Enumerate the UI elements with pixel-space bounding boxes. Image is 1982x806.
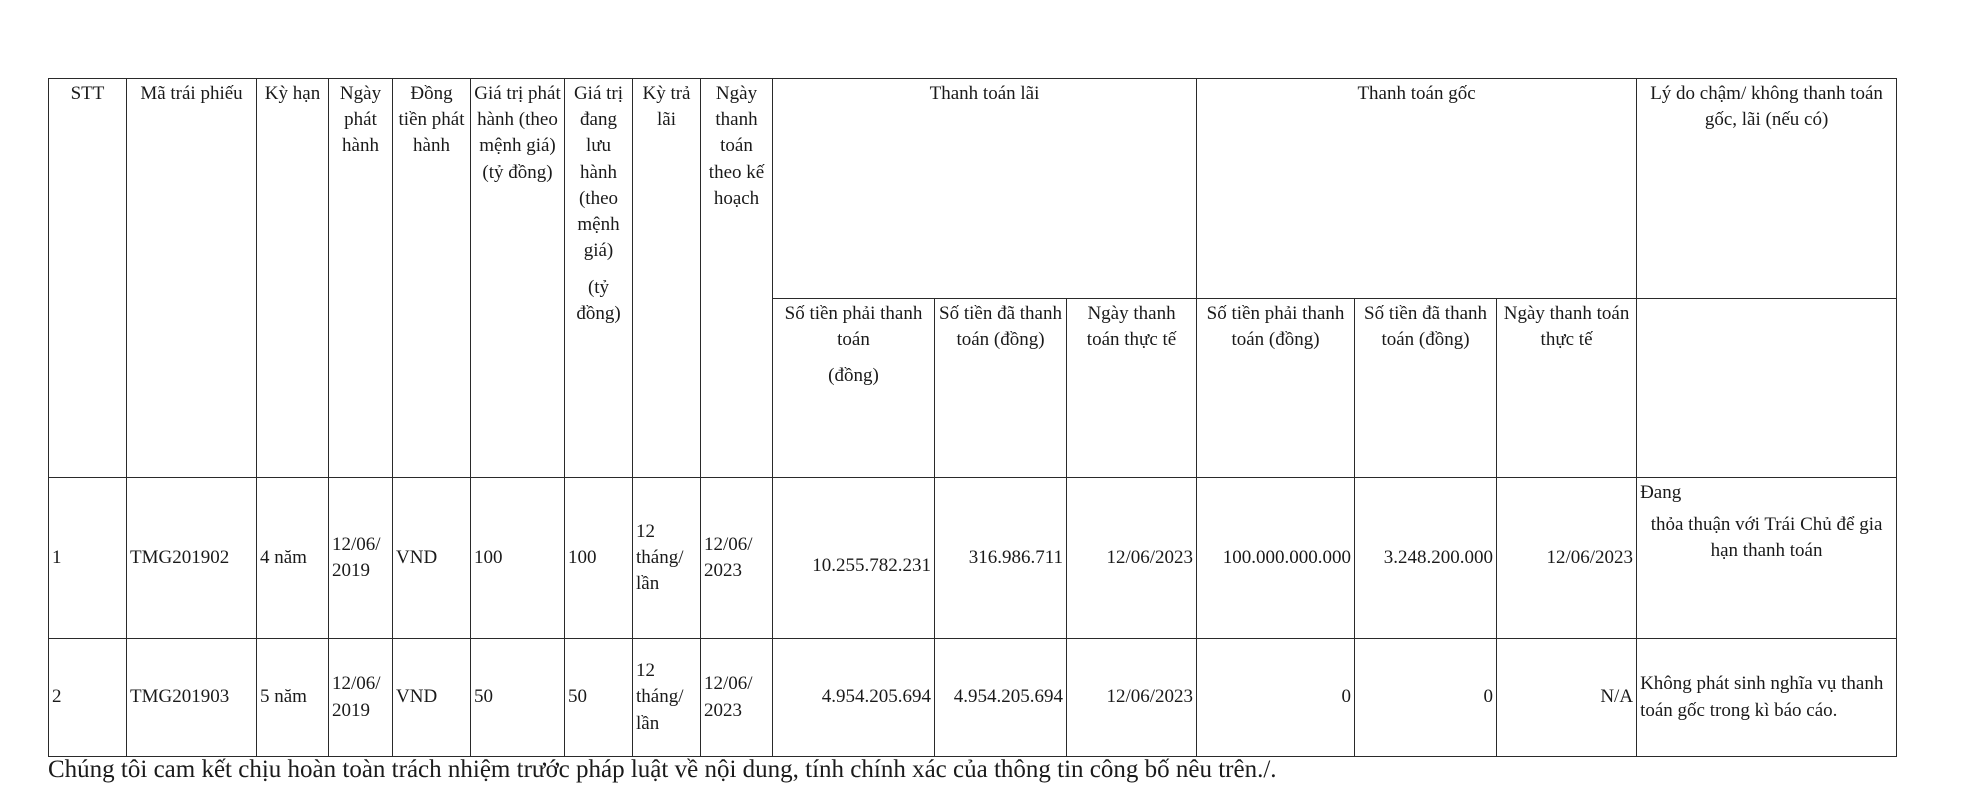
header-goc-ngay-thuc-te: Ngày thanh toán thực tế [1497, 299, 1637, 478]
cell-goc-phai: 100.000.000.000 [1197, 478, 1355, 639]
header-goc-so-tien-phai: Số tiền phải thanh toán (đồng) [1197, 299, 1355, 478]
header-thanh-toan-lai: Thanh toán lãi [773, 79, 1197, 299]
commitment-statement: Chúng tôi cam kết chịu hoàn toàn trách nhiệm trước pháp luật về nội dung, tính chính xác của thông tin công bố nêu trên./. [48, 756, 1277, 783]
cell-ngay-ke-hoach: 12/06/ 2023 [701, 478, 773, 639]
cell-ly-do-line-1: Đang [1640, 482, 1682, 503]
cell-ky-tra-lai: 12 tháng/ lần [633, 639, 701, 757]
header-row-1 [49, 79, 1897, 299]
cell-ly-do: Không phát sinh nghĩa vụ thanh toán gốc trong kì báo cáo. [1637, 639, 1897, 757]
cell-stt: 1 [49, 478, 127, 639]
cell-ky-han: 4 năm [257, 478, 329, 639]
header-gia-tri-luu-hanh-unit: (tỷ đồng) [576, 276, 621, 324]
cell-lai-da: 316.986.711 [935, 478, 1067, 639]
header-ngay-ke-hoach: Ngày thanh toán theo kế hoạch [701, 79, 773, 478]
cell-goc-ngay: N/A [1497, 639, 1637, 757]
cell-goc-da: 0 [1355, 639, 1497, 757]
header-stt: STT [49, 79, 127, 478]
cell-goc-da: 3.248.200.000 [1355, 478, 1497, 639]
header-ngay-phat-hanh: Ngày phát hành [329, 79, 393, 478]
cell-gia-tri-phat-hanh: 100 [471, 478, 565, 639]
cell-dong-tien: VND [393, 639, 471, 757]
header-ly-do-empty [1637, 299, 1897, 478]
cell-lai-phai: 10.255.782.231 [773, 478, 935, 639]
table-row [49, 478, 1897, 639]
header-lai-ngay-thuc-te: Ngày thanh toán thực tế [1067, 299, 1197, 478]
cell-ly-do [1637, 478, 1897, 639]
cell-gia-tri-phat-hanh: 50 [471, 639, 565, 757]
bond-payment-table [48, 78, 1897, 757]
header-lai-so-tien-phai [773, 299, 935, 478]
cell-lai-phai: 4.954.205.694 [773, 639, 935, 757]
cell-ly-do-line-2: thỏa thuận với Trái Chủ để gia hạn thanh toán [1650, 514, 1883, 562]
header-lai-so-tien-phai-label: Số tiền phải thanh toán [784, 303, 923, 351]
header-goc-so-tien-da: Số tiền đã thanh toán (đồng) [1355, 299, 1497, 478]
cell-ma-trai-phieu: TMG201902 [127, 478, 257, 639]
header-ky-han: Kỳ hạn [257, 79, 329, 478]
cell-ngay-phat-hanh: 12/06/ 2019 [329, 639, 393, 757]
cell-goc-ngay: 12/06/2023 [1497, 478, 1637, 639]
cell-lai-ngay: 12/06/2023 [1067, 478, 1197, 639]
header-lai-so-tien-phai-unit: (đồng) [828, 365, 879, 387]
header-lai-so-tien-da: Số tiền đã thanh toán (đồng) [935, 299, 1067, 478]
header-thanh-toan-goc: Thanh toán gốc [1197, 79, 1637, 299]
header-gia-tri-phat-hanh-label: Giá trị phát hành (theo mệnh giá) [474, 83, 561, 157]
cell-ky-han: 5 năm [257, 639, 329, 757]
cell-gia-tri-luu-hanh: 50 [565, 639, 633, 757]
cell-ky-tra-lai: 12 tháng/ lần [633, 478, 701, 639]
header-gia-tri-luu-hanh [565, 79, 633, 478]
cell-dong-tien: VND [393, 478, 471, 639]
table-row [49, 639, 1897, 757]
header-ma-trai-phieu: Mã trái phiếu [127, 79, 257, 478]
cell-lai-ngay: 12/06/2023 [1067, 639, 1197, 757]
cell-ngay-ke-hoach: 12/06/ 2023 [701, 639, 773, 757]
header-ky-tra-lai: Kỳ trả lãi [633, 79, 701, 478]
header-gia-tri-phat-hanh [471, 79, 565, 478]
header-ly-do: Lý do chậm/ không thanh toán gốc, lãi (nếu có) [1637, 79, 1897, 299]
cell-stt: 2 [49, 639, 127, 757]
header-gia-tri-phat-hanh-unit: (tỷ đồng) [482, 161, 553, 183]
cell-goc-phai: 0 [1197, 639, 1355, 757]
cell-ma-trai-phieu: TMG201903 [127, 639, 257, 757]
cell-lai-da: 4.954.205.694 [935, 639, 1067, 757]
header-dong-tien: Đồng tiền phát hành [393, 79, 471, 478]
header-gia-tri-luu-hanh-label: Giá trị đang lưu hành (theo mệnh giá) [573, 83, 624, 262]
cell-ngay-phat-hanh: 12/06/ 2019 [329, 478, 393, 639]
cell-gia-tri-luu-hanh: 100 [565, 478, 633, 639]
